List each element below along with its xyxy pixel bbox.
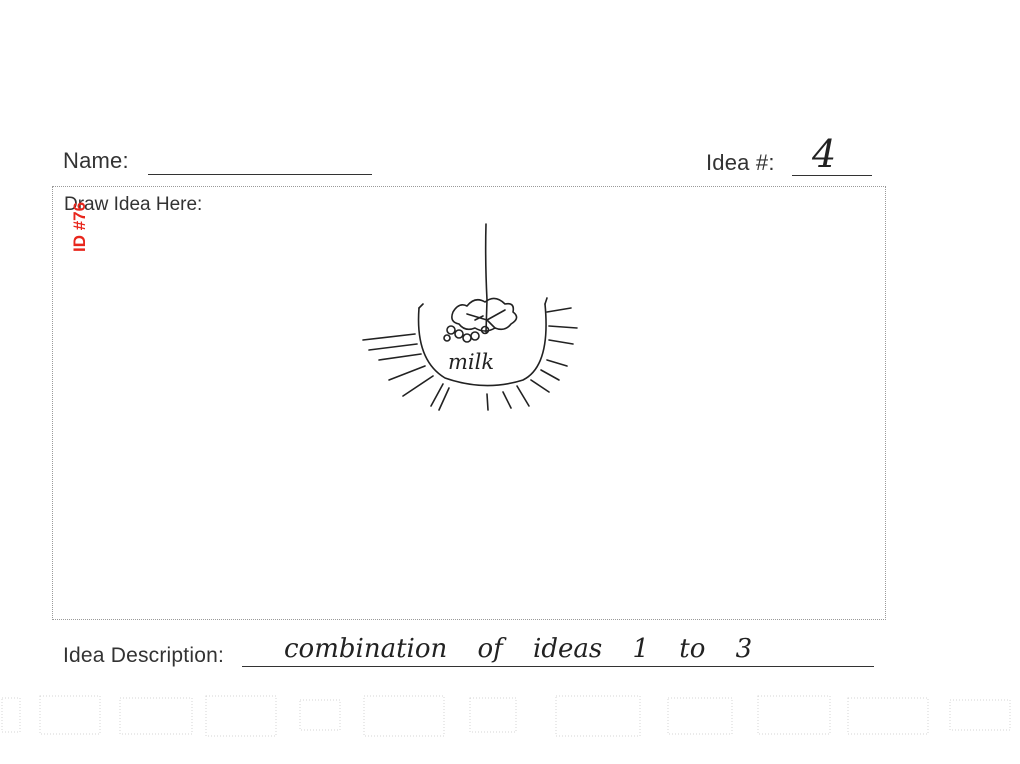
description-value: combination of ideas 1 to 3 xyxy=(284,634,753,664)
idea-number-label: Idea #: xyxy=(706,150,775,175)
idea-number-value: 4 xyxy=(812,132,837,176)
draw-idea-label: Draw Idea Here: xyxy=(64,194,203,215)
scan-noise xyxy=(0,690,1020,750)
bowl-label: milk xyxy=(448,350,495,374)
id-stamp: ID #76 xyxy=(70,201,89,252)
name-label: Name: xyxy=(63,148,129,173)
bowl-sketch xyxy=(355,220,615,420)
description-label: Idea Description: xyxy=(63,644,224,667)
description-field[interactable] xyxy=(242,666,874,667)
name-field[interactable] xyxy=(148,174,372,175)
